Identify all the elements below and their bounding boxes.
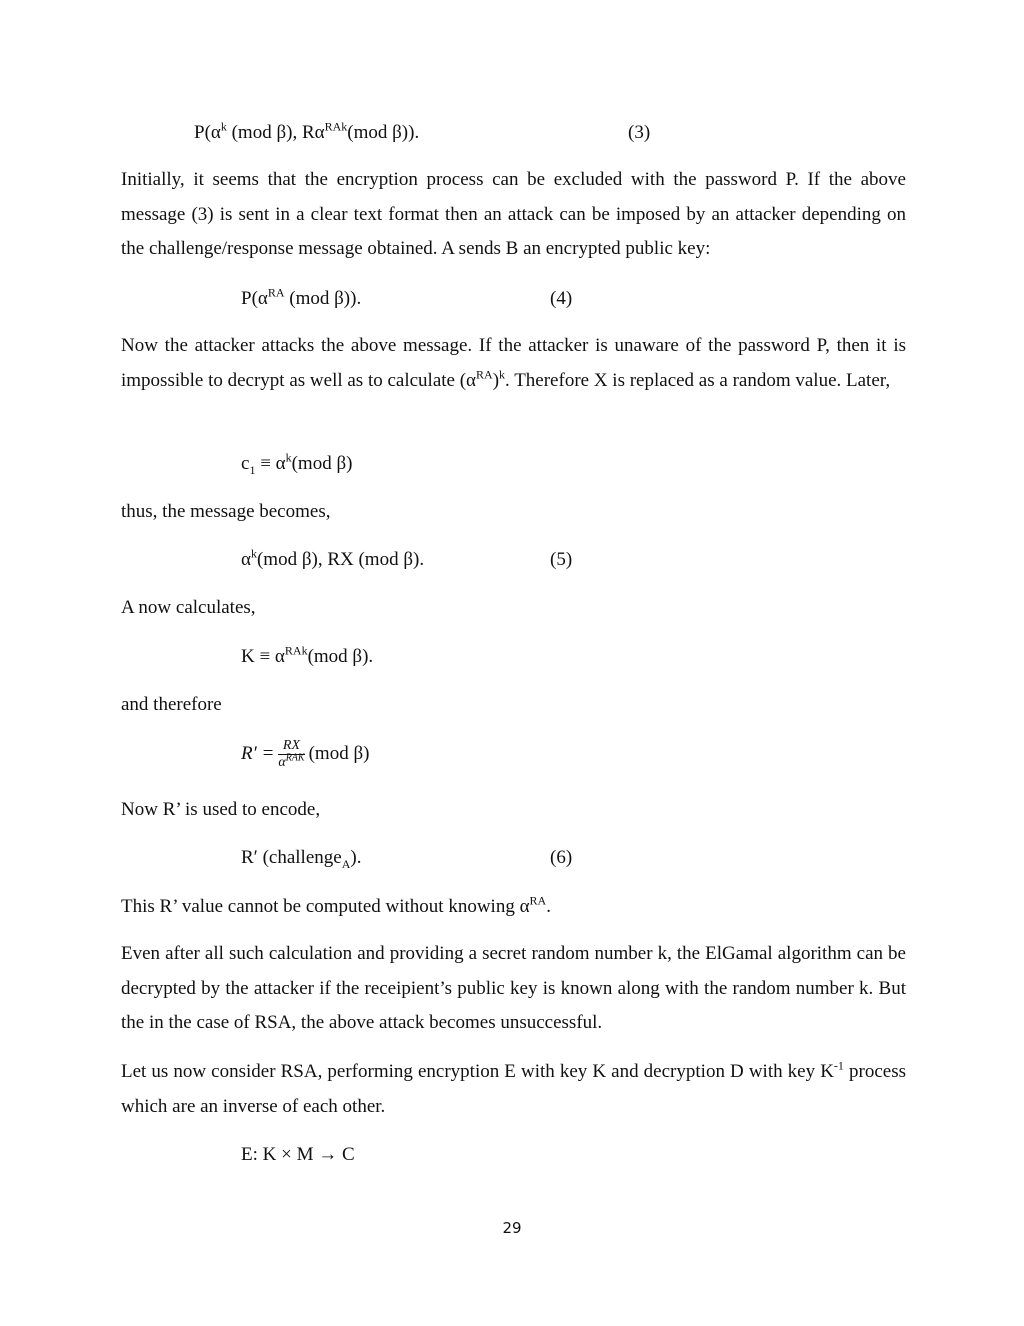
p2-b: ) — [492, 369, 500, 391]
eqc1-mid: ≡ α — [255, 453, 286, 474]
equation-c1 — [241, 452, 352, 476]
eqK-tail: (mod β). — [307, 646, 374, 667]
eq4-tail: (mod β)). — [284, 288, 362, 309]
paragraph-7 — [121, 895, 551, 919]
eq5-k: k — [250, 546, 257, 561]
page-number: 29 — [502, 1219, 522, 1237]
eq3-mid: (mod β), Rα — [226, 122, 325, 143]
p2-a: Now the attacker attacks the above message. If the attacker is unaware of the password P, then it is impossible to decrypt as well as to calculate (α — [121, 335, 906, 391]
eqc1-head: c — [241, 453, 250, 474]
p9-a: Let us now consider RSA, performing encryption E with key K and decryption D with key K — [121, 1061, 834, 1082]
eq3-tail: (mod β)). — [347, 122, 420, 143]
eq6-tail: ). — [350, 847, 362, 868]
paragraph-9 — [121, 1055, 906, 1124]
p9-b: process which are an inverse of each other. — [121, 1061, 906, 1117]
p7-sup: RA — [529, 893, 547, 908]
eq3-sup: RAk — [324, 119, 348, 134]
paragraph-8: Even after all such calculation and providing a secret random number k, the ElGamal algorithm can be decrypted by the attacker if the receipient’s public key is known along with the random number k. But the in the case of RSA, the above attack becomes unsuccessful. — [121, 943, 906, 1034]
equation-5-number: (5) — [550, 549, 573, 570]
equation-4-number: (4) — [550, 288, 573, 309]
eq4-sup: RA — [267, 285, 285, 300]
eq3-k: k — [220, 119, 227, 134]
p2-k: k — [499, 367, 506, 382]
eq4-head: P(α — [241, 288, 268, 309]
eqc1-sub: 1 — [249, 462, 256, 477]
eq6-sub: A — [341, 856, 351, 871]
p9-sup: -1 — [833, 1058, 844, 1073]
equation-5 — [241, 548, 424, 572]
eqK-sup: RAk — [284, 643, 308, 658]
p7-b: . — [546, 896, 551, 917]
p2-sup: RA — [476, 367, 493, 382]
eqR-fraction — [278, 738, 304, 771]
paragraph-5: and therefore — [121, 694, 222, 715]
paragraph-4: A now calculates, — [121, 597, 256, 618]
paragraph-3: thus, the message becomes, — [121, 501, 331, 522]
eq6-head: R′ (challenge — [241, 847, 342, 868]
equation-3 — [194, 121, 419, 145]
eqR-lhs: R′ = — [241, 743, 275, 764]
p2-c: . Therefore X is replaced as a random value. Later, — [505, 369, 891, 391]
equation-R-prime — [241, 734, 369, 774]
eqK-head: K ≡ α — [241, 646, 285, 667]
eq5-tail: (mod β), RX (mod β). — [256, 549, 425, 570]
eq5-head: α — [241, 549, 251, 570]
eqR-den-base: α — [278, 755, 286, 771]
paragraph-2 — [121, 329, 906, 398]
equation-K — [241, 645, 373, 669]
equation-4 — [241, 287, 361, 311]
equation-3-number: (3) — [628, 122, 651, 143]
equation-E: E: K × M → C — [241, 1144, 355, 1165]
paragraph-6: Now R’ is used to encode, — [121, 799, 321, 820]
paragraph-1: Initially, it seems that the encryption process can be excluded with the password P. If the above message (3) is sent in a clear text format then an attack can be imposed by an attacker depending on the challenge/response message obtained. A sends B an encrypted public key: — [121, 169, 906, 260]
equation-6 — [241, 846, 361, 870]
eqR-denominator — [278, 752, 305, 771]
eqR-den-sup: RAK — [285, 752, 305, 764]
p7-a: This R’ value cannot be computed without knowing α — [121, 896, 530, 917]
eqc1-k: k — [285, 450, 292, 465]
eq3-head: P(α — [194, 122, 221, 143]
eqR-tail: (mod β) — [308, 743, 370, 764]
eqc1-tail: (mod β) — [291, 453, 353, 474]
eqR-numerator: RX — [278, 738, 304, 755]
equation-6-number: (6) — [550, 847, 573, 868]
